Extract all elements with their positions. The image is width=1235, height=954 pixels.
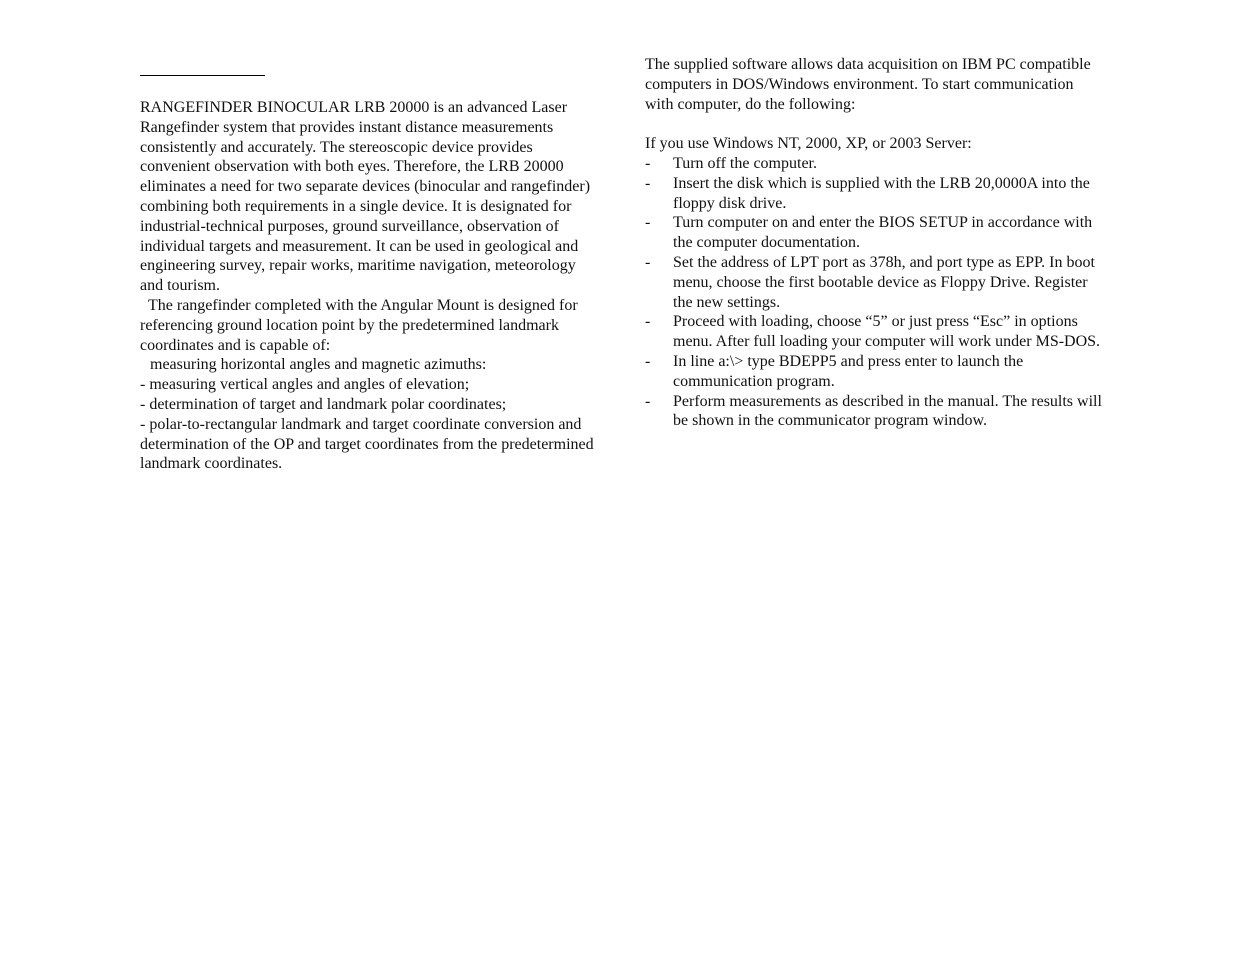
- setup-step-text: In line a:\> type BDEPP5 and press enter to launch the communication program.: [673, 352, 1024, 390]
- left-column: [140, 98, 595, 474]
- setup-step-text: Insert the disk which is supplied with the LRB 20,0000A into the floppy disk drive.: [673, 174, 1090, 212]
- setup-step: [645, 253, 1105, 312]
- setup-step: [645, 352, 1105, 392]
- list-dash: -: [645, 313, 651, 331]
- list-dash: -: [645, 174, 651, 192]
- capability-item: measuring horizontal angles and magnetic azimuths:: [150, 356, 487, 374]
- list-dash: -: [645, 154, 651, 172]
- setup-step: [645, 174, 1105, 214]
- setup-steps-list: [645, 154, 1105, 431]
- list-dash: -: [645, 253, 651, 271]
- list-dash: -: [645, 214, 651, 232]
- capability-item: - measuring vertical angles and angles of elevation;: [140, 376, 470, 394]
- footnote-separator-rule: [140, 75, 265, 76]
- setup-step: [645, 312, 1105, 352]
- list-dash: -: [645, 352, 651, 370]
- setup-step: [645, 154, 1105, 174]
- setup-step: [645, 213, 1105, 253]
- software-intro-paragraph: The supplied software allows data acquisition on IBM PC compatible computers in DOS/Windows environment. To start communication with computer, do the following:: [645, 56, 1091, 113]
- intro-paragraph: RANGEFINDER BINOCULAR LRB 20000 is an advanced Laser Rangefinder system that provides instant distance measurements consistently and accurately. The stereoscopic device provides convenient observation with both eyes. Therefore, the LRB 20000 eliminates a need for two separate devices (binocular and rangefinder) combining both requirements in a single device. It is designated for industrial-technical purposes, ground surveillance, observation of individual targets and measurement. It can be used in geological and engineering survey, repair works, maritime navigation, meteorology and tourism.: [140, 99, 591, 295]
- capability-item: - determination of target and landmark polar coordinates;: [140, 395, 507, 413]
- setup-step-text: Perform measurements as described in the manual. The results will be shown in the communicator program window.: [673, 392, 1102, 430]
- setup-step: [645, 392, 1105, 432]
- paragraph-spacer: [645, 114, 1105, 134]
- setup-step-text: Set the address of LPT port as 378h, and port type as EPP. In boot menu, choose the first bootable device as Floppy Drive. Register the new settings.: [673, 253, 1095, 311]
- os-requirement-line: If you use Windows NT, 2000, XP, or 2003 Server:: [645, 135, 972, 153]
- list-dash: -: [645, 392, 651, 410]
- setup-step-text: Turn computer on and enter the BIOS SETUP in accordance with the computer documentation.: [673, 214, 1093, 252]
- right-column: [645, 55, 1105, 431]
- capability-item: - polar-to-rectangular landmark and target coordinate conversion and determination of the OP and target coordinates from the predetermined landmark coordinates.: [140, 415, 594, 473]
- angular-mount-paragraph: The rangefinder completed with the Angular Mount is designed for referencing ground location point by the predetermined landmark coordinates and is capable of:: [140, 296, 578, 354]
- setup-step-text: Proceed with loading, choose “5” or just press “Esc” in options menu. After full loading your computer will work under MS-DOS.: [673, 313, 1101, 351]
- setup-step-text: Turn off the computer.: [673, 154, 817, 172]
